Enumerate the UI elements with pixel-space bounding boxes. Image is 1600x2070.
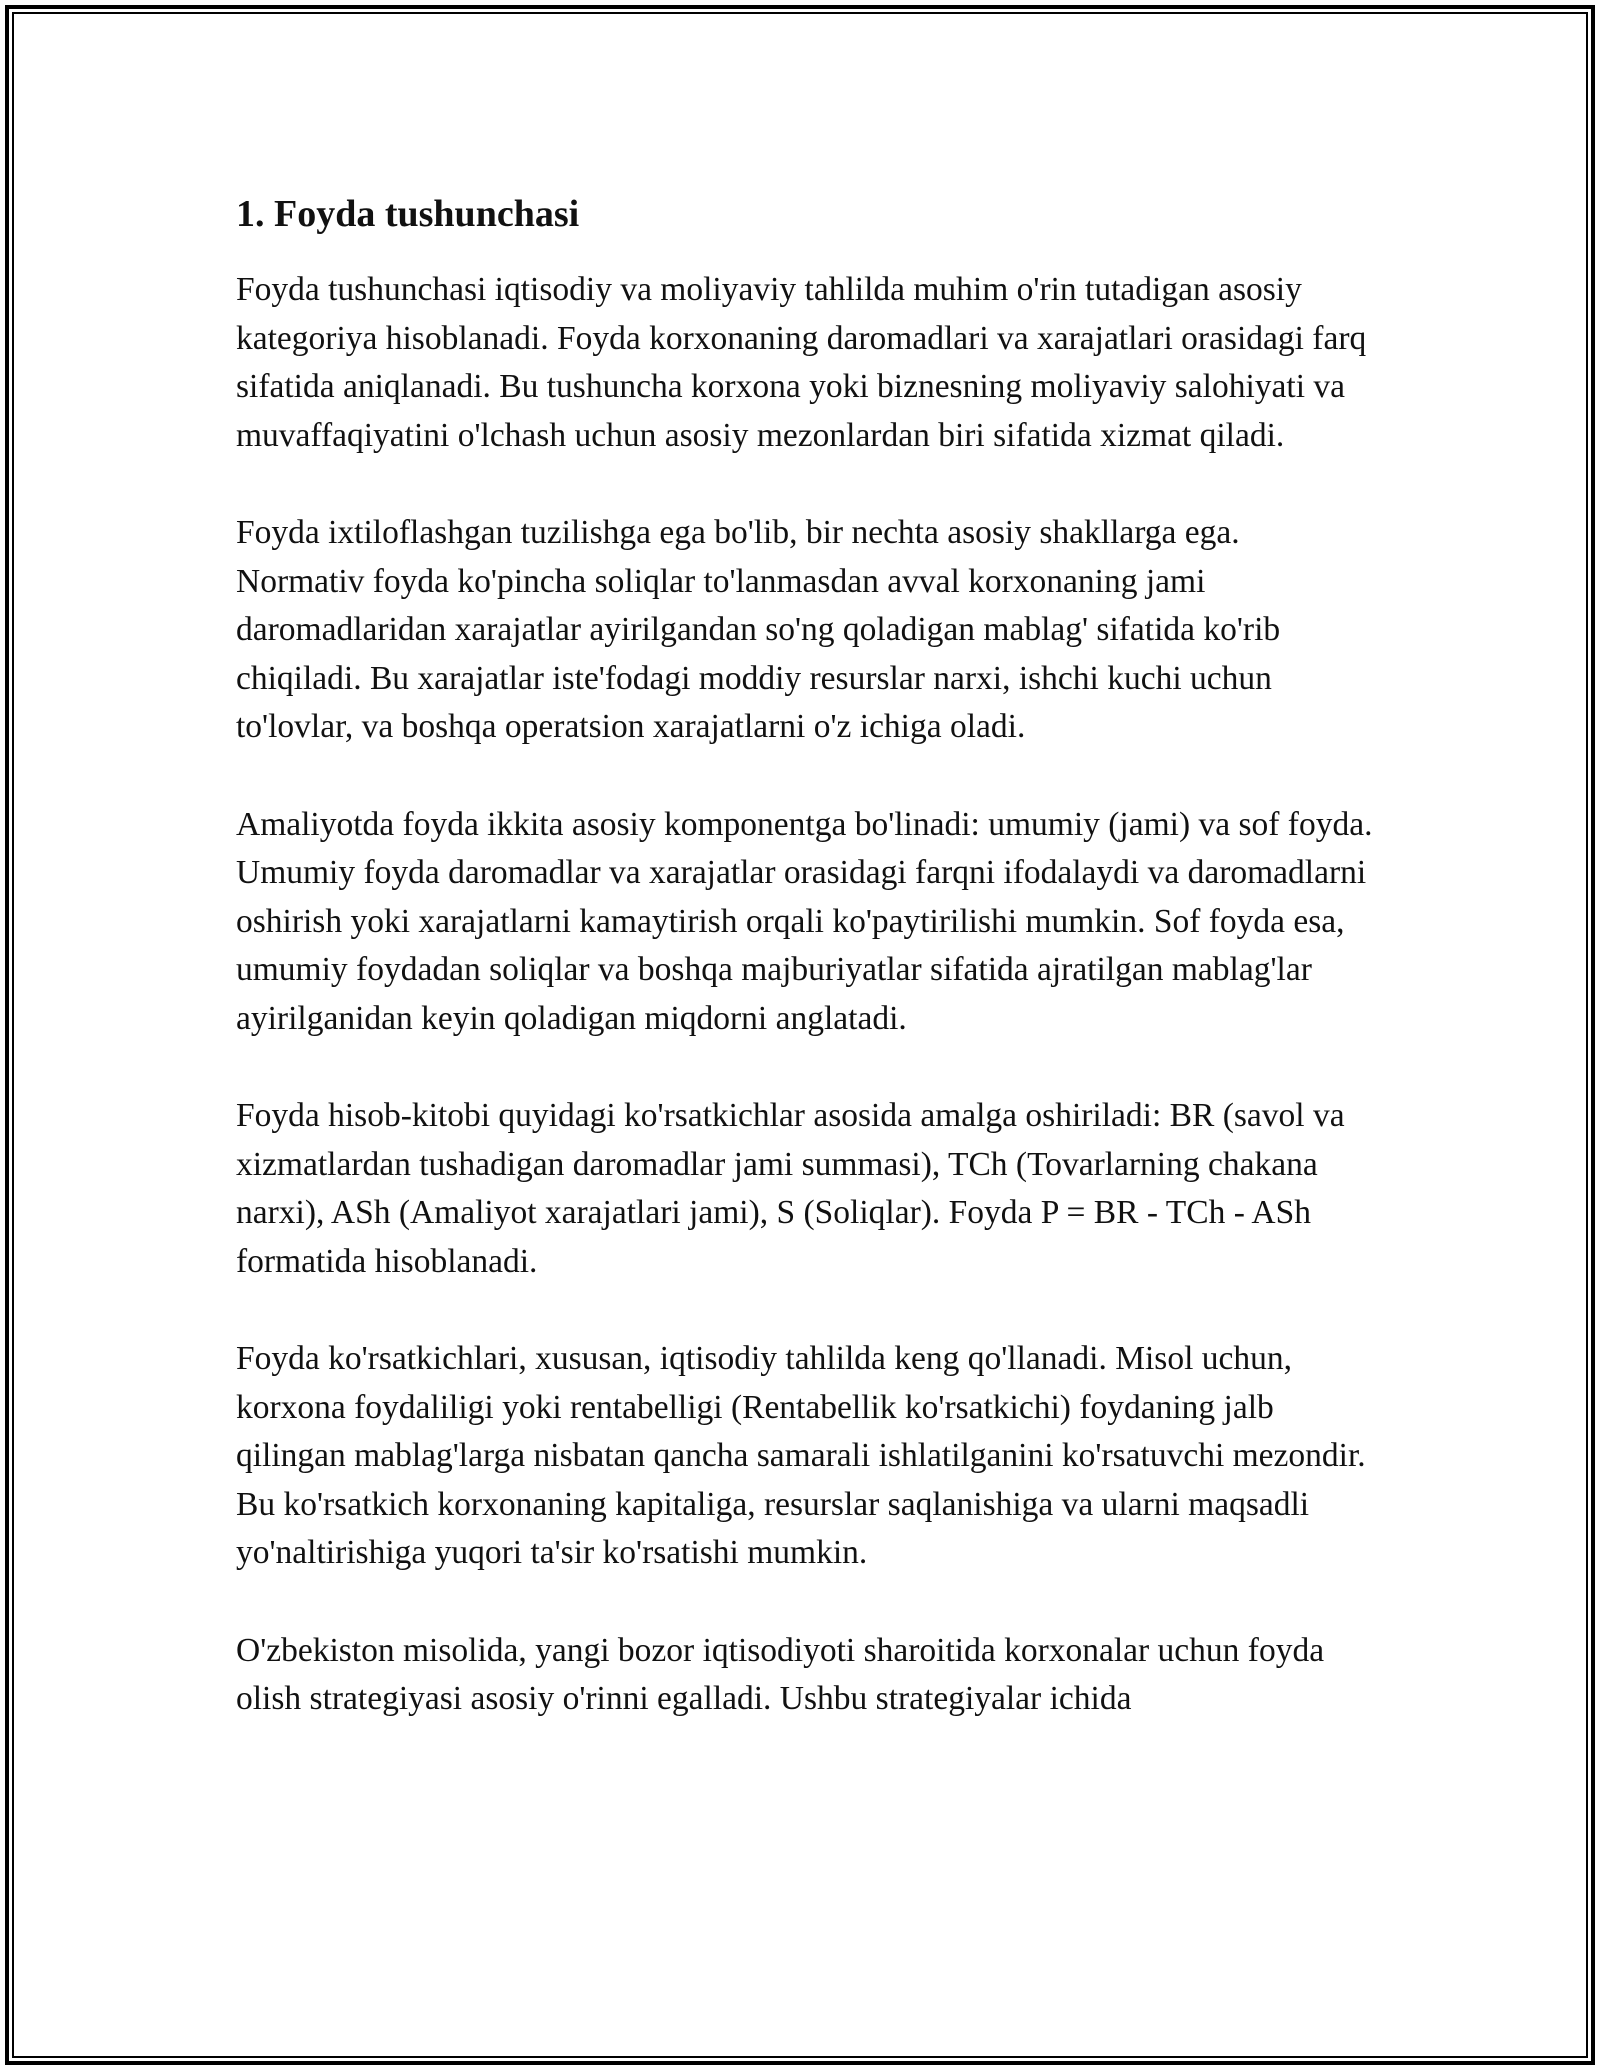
paragraph-gross-net-profit: Amaliyotda foyda ikkita asosiy komponentga bo'linadi: umumiy (jami) va sof foyda. Umumiy foyda daromadlar va xarajatlar orasidagi farqni ifodalaydi va daromadlarni oshirish yoki xarajatlarni kamaytirish orqali ko'paytirilishi mumkin. Sof foyda esa, umumiy foydadan soliqlar va boshqa majburiyatlar sifatida ajratilgan mablag'lar ayirilganidan keyin qoladigan miqdorni anglatadi.	[236, 805, 1373, 1037]
paragraph-normative-profit: Foyda ixtiloflashgan tuzilishga ega bo'lib, bir nechta asosiy shakllarga ega. Normativ foyda ko'pincha soliqlar to'lanmasdan avval korxonaning jami daromadlaridan xarajatlar ayirilgandan so'ng qoladigan mablag' sifatida ko'rib chiqiladi. Bu xarajatlar iste'fodagi moddiy resurslar narxi, ishchi kuchi uchun to'lovlar, va boshqa operatsion xarajatlarni o'z ichiga oladi.	[236, 513, 1281, 746]
section-heading: 1. Foyda tushunchasi	[236, 193, 580, 235]
paragraph-definition: Foyda tushunchasi iqtisodiy va moliyaviy tahlilda muhim o'rin tutadigan asosiy kategoriya hisoblanadi. Foyda korxonaning daromadlari va xarajatlari orasidagi farq sifatida aniqlanadi. Bu tushuncha korxona yoki biznesning moliyaviy salohiyati va muvaffaqiyatini o'lchash uchun asosiy mezonlardan biri sifatida xizmat qiladi.	[236, 271, 1367, 454]
paragraph-profit-formula: Foyda hisob-kitobi quyidagi ko'rsatkichlar asosida amalga oshiriladi: BR (savol va xizmatlardan tushadigan daromadlar jami summasi), TCh (Tovarlarning chakana narxi), ASh (Amaliyot xarajatlari jami), S (Soliqlar). Foyda P = BR - TCh - ASh formatida hisoblanadi.	[236, 1097, 1345, 1280]
paragraph-profitability: Foyda ko'rsatkichlari, xususan, iqtisodiy tahlilda keng qo'llanadi. Misol uchun, korxona foydaliligi yoki rentabelligi (Rentabellik ko'rsatkichi) foydaning jalb qilingan mablag'larga nisbatan qancha samarali ishlatilganini ko'rsatuvchi mezondir. Bu ko'rsatkich korxonaning kapitaliga, resurslar saqlanishiga va ularni maqsadli yo'naltirishiga yuqori ta'sir ko'rsatishi mumkin.	[236, 1340, 1366, 1572]
document-body	[236, 186, 1376, 1772]
paragraph-uzbekistan-example: O'zbekiston misolida, yangi bozor iqtisodiyoti sharoitida korxonalar uchun foyda olish strategiyasi asosiy o'rinni egalladi. Ushbu strategiyalar ichida	[236, 1631, 1325, 1718]
